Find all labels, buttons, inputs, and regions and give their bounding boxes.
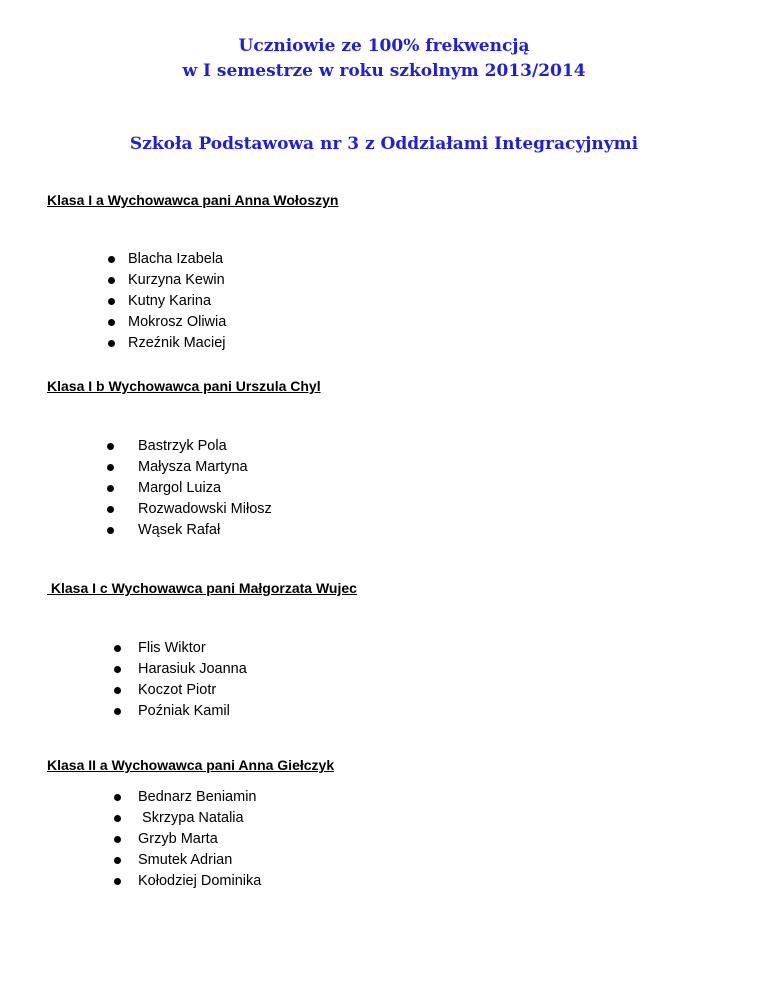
class-heading-1a: Klasa I a Wychowawca pani Anna Wołoszyn [47,192,339,208]
bullet-icon [108,298,115,305]
class-heading-2a: Klasa II a Wychowawca pani Anna Giełczyk [47,757,335,773]
list-item: Harasiuk Joanna [138,659,247,680]
class-heading-1c: Klasa I c Wychowawca pani Małgorzata Wujec [47,580,357,596]
list-item: Wąsek Rafał [138,520,272,541]
bullet-icon [114,857,121,864]
list-item: Rzeźnik Maciej [128,333,226,354]
bullet-icon [114,878,121,885]
list-item: Rozwadowski Miłosz [138,499,272,520]
bullet-icon [107,485,114,492]
bullet-icon [108,256,115,263]
student-list-1b [138,436,272,541]
list-item: Koczot Piotr [138,680,247,701]
bullet-icon [114,708,121,715]
bullet-icon [114,836,121,843]
bullet-icon [107,443,114,450]
list-item: Smutek Adrian [138,850,261,871]
student-list-1c [138,638,247,722]
list-item: Margol Luiza [138,478,272,499]
list-item: Kurzyna Kewin [128,270,226,291]
list-item: Poźniak Kamil [138,701,247,722]
list-item: Grzyb Marta [138,829,261,850]
title-line-1: Uczniowie ze 100% frekwencją [238,36,530,56]
class-heading-1b: Klasa I b Wychowawca pani Urszula Chyl [47,378,321,394]
list-item: Małysza Martyna [138,457,272,478]
student-list-2a [138,787,261,892]
bullet-icon [114,687,121,694]
document-title [0,34,768,84]
bullet-icon [107,527,114,534]
bullet-icon [107,506,114,513]
bullet-icon [108,277,115,284]
bullet-icon [108,340,115,347]
title-line-2: w I semestrze w roku szkolnym 2013/2014 [182,61,586,81]
list-item: Bednarz Beniamin [138,787,261,808]
bullet-icon [114,645,121,652]
bullet-icon [108,319,115,326]
bullet-icon [107,464,114,471]
list-item: Mokrosz Oliwia [128,312,226,333]
list-item: Bastrzyk Pola [138,436,272,457]
bullet-icon [114,815,121,822]
bullet-icon [114,794,121,801]
list-item: Kołodziej Dominika [138,871,261,892]
school-name: Szkoła Podstawowa nr 3 z Oddziałami Integracyjnymi [129,134,639,154]
bullet-icon [114,666,121,673]
list-item: Flis Wiktor [138,638,247,659]
list-item: Blacha Izabela [128,249,226,270]
list-item: Kutny Karina [128,291,226,312]
list-item: Skrzypa Natalia [138,808,261,829]
student-list-1a [128,249,226,354]
